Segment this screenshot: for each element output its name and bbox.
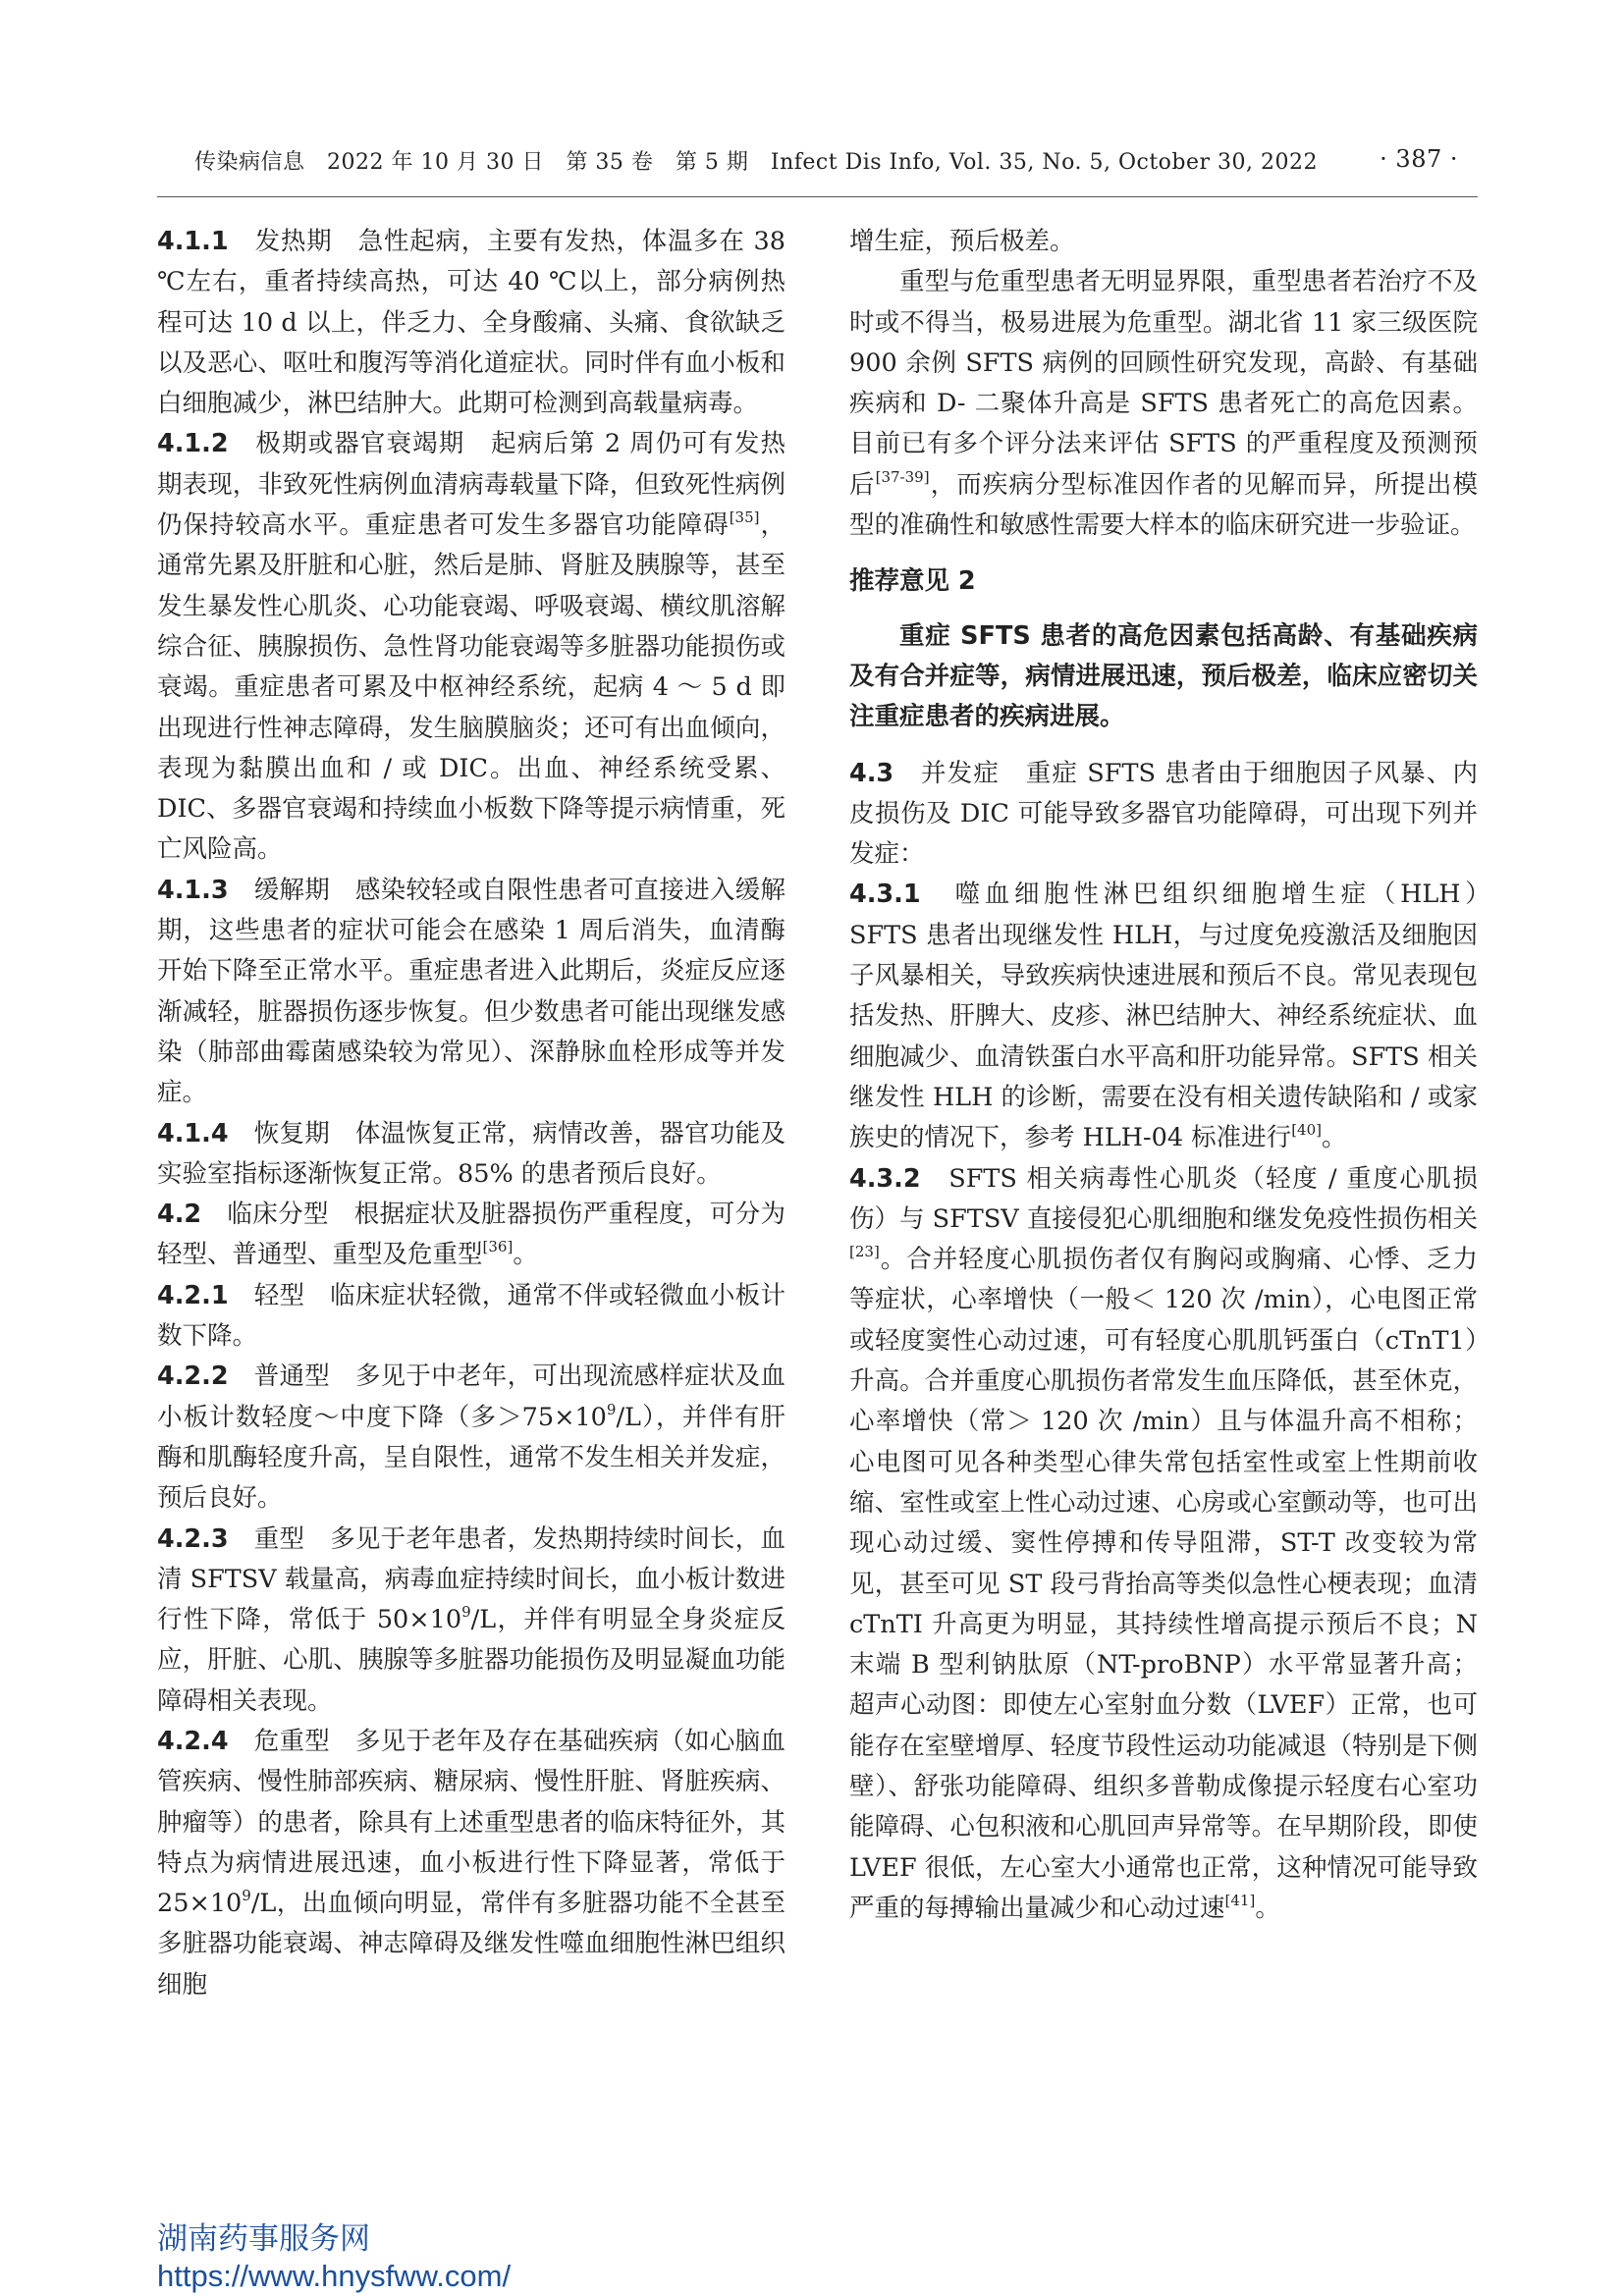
paragraph: 4.1.4 恢复期 体温恢复正常，病情改善，器官功能及实验室指标逐渐恢复正常。85% 的患者预后良好。: [157, 1118, 785, 1189]
citation: [23]: [849, 1243, 880, 1261]
page-number: · 387 ·: [1380, 145, 1458, 173]
paragraph: 增生症，预后极差。: [849, 227, 1075, 256]
paragraph: 4.2.4 危重型 多见于老年及存在基础疾病（如心脑血管疾病、慢性肺部疾病、糖尿病、慢性肝脏、肾脏疾病、肿瘤等）的患者，除具有上述重型患者的临床特征外，其特点为病情进展迅速，血小板进行性下降显著，常低于 $25\times 10^9/L$，出血倾向明显，常伴有多脏器功能不全甚至多脏器功能衰竭、神志障碍及继发性噬血细胞性淋巴组织细胞: [157, 1726, 785, 2000]
paragraph: 4.2.1 轻型 临床症状轻微，通常不伴或轻微血小板计数下降。: [157, 1280, 785, 1352]
citation: [41]: [1224, 1891, 1256, 1909]
paragraph: 4.2 临床分型 根据症状及脏器损伤严重程度，可分为轻型、普通型、重型及危重型[36]。: [157, 1200, 785, 1270]
journal-citation: 传染病信息 2022 年 10 月 30 日 第 35 卷 第 5 期 Infect Dis Info, Vol. 35, No. 5, October 30, 2022: [194, 150, 1318, 175]
watermark-footer: [157, 2220, 511, 2295]
paragraph: 重型与危重型患者无明显界限，重型患者若治疗不及时或不得当，极易进展为危重型。湖北省 11 家三级医院 900 余例 SFTS 病例的回顾性研究发现，高龄、有基础疾病和 D- 二聚体升高是 SFTS 患者死亡的高危因素。目前已有多个评分法来评估 SFTS 的严重程度及预测预后[37-39]，而疾病分型标准因作者的见解而异，所提出模型的准确性和敏感性需要大样本的临床研究进一步验证。: [849, 267, 1478, 541]
citation: [40]: [1291, 1121, 1322, 1140]
citation: [37-39]: [875, 467, 930, 486]
recommendation-heading: 推荐意见 2: [849, 566, 976, 597]
paragraph: 4.1.3 缓解期 感染较轻或自限性患者可直接进入缓解期，这些患者的症状可能会在感染 1 周后消失，血清酶开始下降至正常水平。重症患者进入此期后，炎症反应逐渐减轻，脏器损伤逐步恢复。但少数患者可能出现继发感染（肺部曲霉菌感染较为常见）、深静脉血栓形成等并发症。: [157, 875, 785, 1108]
paragraph: 4.2.2 普通型 多见于中老年，可出现流感样症状及血小板计数轻度～中度下降（多$>75\times 10^9/L$），并伴有肝酶和肌酶轻度升高，呈自限性，通常不发生相关并发症，预后良好。: [157, 1362, 786, 1514]
site-link[interactable]: https://www.hnysfww.com/: [157, 2259, 512, 2293]
paragraph: 4.1.2 极期或器官衰竭期 起病后第 2 周仍可有发热期表现，非致死性病例血清病毒载量下降，但致死性病例仍保持较高水平。重症患者可发生多器官功能障碍[35]，通常先累及肝脏和心脏，然后是肺、肾脏及胰腺等，甚至发生暴发性心肌炎、心功能衰竭、呼吸衰竭、横纹肌溶解综合征、胰腺损伤、急性肾功能衰竭等多脏器功能损伤或衰竭。重症患者可累及中枢神经系统，起病 4 ～ 5 d 即出现进行性神志障碍，发生脑膜脑炎；还可有出血倾向，表现为黏膜出血和 / 或 DIC。出血、神经系统受累、DIC、多器官衰竭和持续血小板数下降等提示病情重，死亡风险高。: [157, 429, 785, 865]
site-name: 湖南药事服务网: [157, 2221, 370, 2256]
paragraph: 4.2.3 重型 多见于老年患者，发热期持续时间长，血清 SFTSV 载量高，病毒血症持续时间长，血小板计数进行性下降，常低于 $50\times 10^9/L$，并伴有明显全身炎症反应，肝脏、心肌、胰腺等多脏器功能损伤及明显凝血功能障碍相关表现。: [157, 1523, 785, 1716]
paragraph: 4.3 并发症 重症 SFTS 患者由于细胞因子风暴、内皮损伤及 DIC 可能导致多器官功能障碍，可出现下列并发症：: [849, 758, 1478, 870]
paragraph: 4.3.2 SFTS 相关病毒性心肌炎（轻度 / 重度心肌损伤）与 SFTSV 直接侵犯心肌细胞和继发免疫性损伤相关[23]。合并轻度心肌损伤者仅有胸闷或胸痛、心悸、乏力等症状，心率增快（一般＜ 120 次 /min），心电图正常或轻度窦性心动过速，可有轻度心肌肌钙蛋白（cTnT1）升高。合并重度心肌损伤者常发生血压降低，甚至休克，心率增快（常＞ 120 次 /min）且与体温升高不相称；心电图可见各种类型心律失常包括室性或室上性期前收缩、室性或室上性心动过速、心房或心室颤动等，也可出现心动过缓、窦性停搏和传导阻滞，ST-T 改变较为常见，甚至可见 ST 段弓背抬高等类似急性心梗表现；血清 cTnTI 升高更为明显，其持续性增高提示预后不良；N 末端 B 型利钠肽原（NT-proBNP）水平常显著升高；超声心动图：即使左心室射血分数（LVEF）正常，也可能存在室壁增厚、轻度节段性运动功能减退（特别是下侧壁）、舒张功能障碍、组织多普勒成像提示轻度右心室功能障碍、心包积液和心肌回声异常等。在早期阶段，即使 LVEF 很低，左心室大小通常也正常，这种情况可能导致严重的每搏输出量减少和心动过速[41]。: [849, 1163, 1478, 1923]
paragraph: 4.1.1 发热期 急性起病，主要有发热，体温多在 38 ℃左右，重者持续高热，可达 40 ℃以上，部分病例热程可达 10 d 以上，伴乏力、全身酸痛、头痛、食欲缺乏以及恶心、呕吐和腹泻等消化道症状。同时伴有血小板和白细胞减少，淋巴结肿大。此期可检测到高载量病毒。: [157, 227, 785, 419]
citation: [35]: [729, 508, 760, 527]
recommendation-body: 重症 SFTS 患者的高危因素包括高龄、有基础疾病及有合并症等，病情进展迅速，预后极差，临床应密切关注重症患者的疾病进展。: [849, 620, 1478, 732]
running-header: [157, 145, 1478, 197]
right-column: [849, 222, 1478, 1929]
paragraph: 4.3.1 噬血细胞性淋巴组织细胞增生症（HLH） SFTS 患者出现继发性 HLH，与过度免疫激活及细胞因子风暴相关，导致疾病快速进展和预后不良。常见表现包括发热、肝脾大、皮疹、淋巴结肿大、神经系统症状、血细胞减少、血清铁蛋白水平高和肝功能异常。SFTS 相关继发性 HLH 的诊断，需要在没有相关遗传缺陷和 / 或家族史的情况下，参考 HLH-04 标准进行[40]。: [849, 880, 1478, 1153]
left-column: [157, 222, 785, 2005]
citation: [36]: [482, 1238, 514, 1256]
